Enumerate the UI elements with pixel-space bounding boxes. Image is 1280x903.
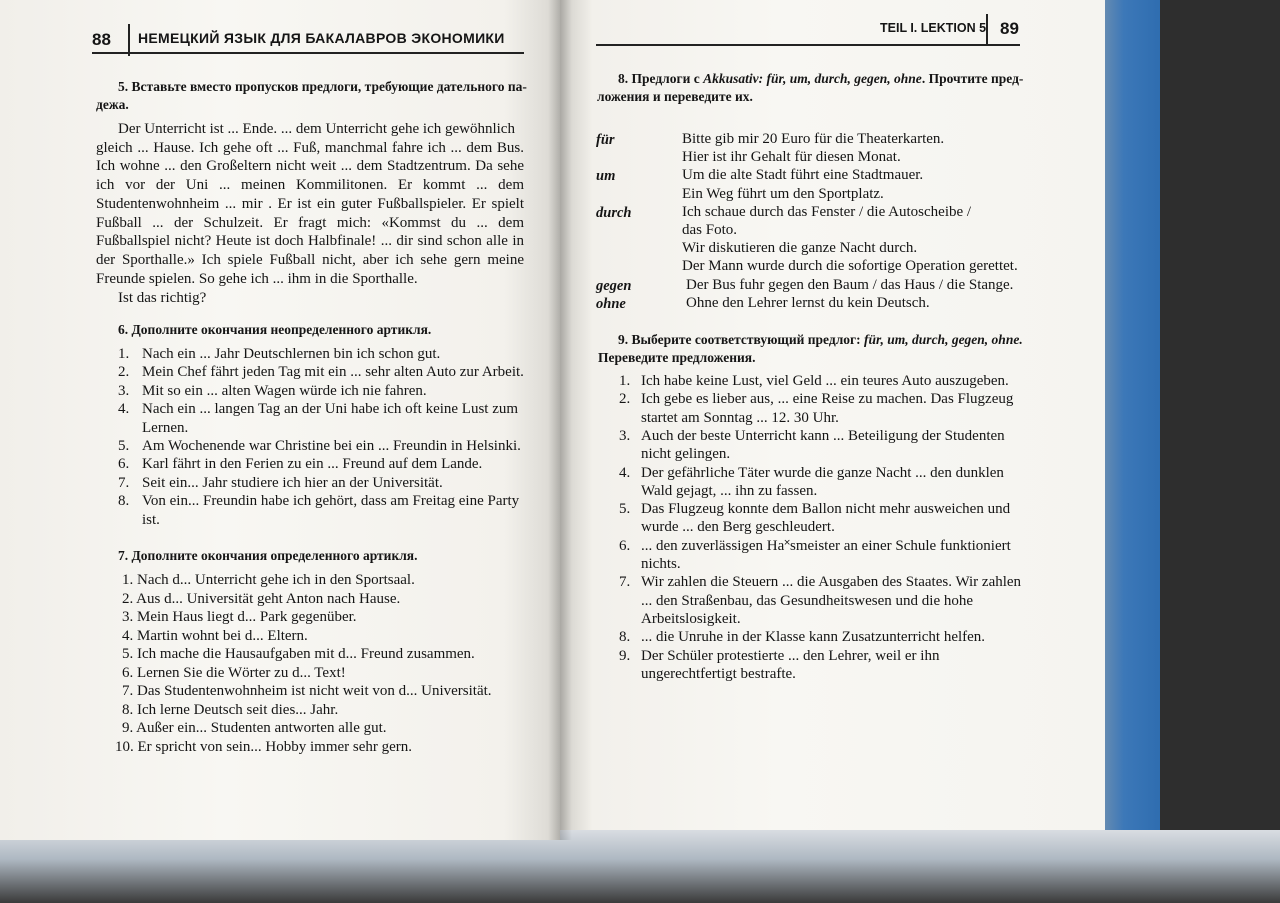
- exercise-9-item-number: 2.: [619, 391, 631, 408]
- exercise-5-text-line: ich vor der Uni ... meinen Kommilitonen. Er kommt ... dem: [96, 177, 524, 194]
- preposition-label: für: [596, 132, 615, 148]
- exercise-6-item-text: Seit ein... Jahr studiere ich hier an der Universität.: [142, 474, 443, 491]
- exercise-6-item-text: Lernen.: [142, 419, 189, 436]
- header-rule: [596, 44, 1020, 46]
- exercise-5-text-line: Studentenwohnheim ... mir . Er ist ein guter Fußballspieler. Er spielt: [96, 195, 524, 212]
- exercise-8-title-part: . Прочтите пред-: [921, 71, 1024, 86]
- exercise-5-text-line: Fußballspiel nicht? Heute ist doch Halbfinale! ... dir sind schon alle in: [96, 233, 524, 250]
- scan-background-right: [1150, 0, 1280, 903]
- header-rule: [92, 52, 524, 54]
- exercise-8-title-part: Akkusativ: für, um, durch, gegen, ohne: [703, 71, 922, 86]
- exercise-6-item-number: 6.: [118, 456, 130, 473]
- exercise-5-text-line: Freunde spielen. So gehe ich ... ihm in die Sporthalle.: [96, 270, 418, 287]
- exercise-7-item: 7. Das Studentenwohnheim ist nicht weit von d... Universität.: [122, 683, 492, 699]
- exercise-8-sentence: Ohne den Lehrer lernst du kein Deutsch.: [686, 294, 930, 311]
- exercise-7-title: 7. Дополните окончания определенного артикля.: [118, 548, 418, 563]
- exercise-5-text-line: Fußball ... der Schulzeit. Er fragt mich: «Kommst du ... dem: [96, 214, 524, 231]
- exercise-5-text-line: Der Unterricht ist ... Ende. ... dem Unterricht gehe ich gewöhnlich: [118, 121, 515, 137]
- exercise-6-item-number: 1.: [118, 346, 130, 362]
- exercise-9-item-text: Auch der beste Unterricht kann ... Beteiligung der Studenten: [641, 427, 1005, 444]
- exercise-8-sentence: das Foto.: [682, 222, 738, 238]
- exercise-9-item-text: ... den Straßenbau, das Gesundheitswesen und die hohe: [641, 592, 974, 609]
- book-spine-shadow: [548, 0, 572, 840]
- exercise-5-text-line: gleich ... Hause. Ich gehe oft ... Fuß, manchmal fahre ich ... dem Bus.: [96, 139, 524, 156]
- exercise-9-item-text: ... den zuverlässigen Ha˟smeister an einer Schule funktioniert: [641, 537, 1011, 554]
- exercise-6-item-text: Am Wochenende war Christine bei ein ... Freundin in Helsinki.: [142, 438, 521, 454]
- exercise-9-item-text: Der Schüler protestierte ... den Lehrer, weil er ihn: [641, 647, 940, 664]
- exercise-9-item-text: Der gefährliche Täter wurde die ganze Nacht ... den dunklen: [641, 464, 1004, 481]
- exercise-6-item-text: Nach ein ... langen Tag an der Uni habe ich oft keine Lust zum: [142, 401, 519, 418]
- exercise-8-sentence: Wir diskutieren die ganze Nacht durch.: [682, 240, 918, 257]
- exercise-8-sentence: Bitte gib mir 20 Euro für die Theaterkarten.: [682, 131, 945, 147]
- exercise-8-sentence: Der Bus fuhr gegen den Baum / das Haus / die Stange.: [686, 276, 1014, 293]
- exercise-6-item-text: Mit so ein ... alten Wagen würde ich nie fahren.: [142, 382, 427, 399]
- exercise-9-item-number: 9.: [619, 647, 631, 664]
- exercise-9-item-number: 1.: [619, 373, 631, 389]
- exercise-9-title-part: für, um, durch, gegen, ohne.: [864, 332, 1023, 347]
- exercise-6-title: 6. Дополните окончания неопределенного артикля.: [118, 322, 432, 337]
- exercise-8-sentence: Der Mann wurde durch die sofortige Operation gerettet.: [682, 258, 1018, 275]
- exercise-8-sentence: Ein Weg führt um den Sportplatz.: [682, 185, 884, 202]
- exercise-9-item-number: 7.: [619, 574, 631, 591]
- exercise-9-item-number: 3.: [619, 427, 631, 444]
- exercise-6-item-text: Von ein... Freundin habe ich gehört, dass am Freitag eine Party: [142, 493, 520, 510]
- right-running-head: TEIL I. LEKTION 5: [880, 21, 987, 35]
- exercise-9-item-text: Wir zahlen die Steuern ... die Ausgaben des Staates. Wir zahlen: [641, 574, 1022, 591]
- exercise-7-item: 3. Mein Haus liegt d... Park gegenüber.: [122, 609, 357, 625]
- exercise-8-sentence: Hier ist ihr Gehalt für diesen Monat.: [682, 149, 901, 166]
- exercise-6-item-text: ist.: [142, 511, 160, 528]
- exercise-6-item-number: 5.: [118, 438, 130, 454]
- exercise-9-item-text: nichts.: [641, 556, 681, 572]
- exercise-5-text-line: Ist das richtig?: [118, 289, 207, 306]
- exercise-9-item-text: wurde ... den Berg geschleudert.: [641, 519, 835, 536]
- exercise-5-text-line: der Sporthalle.» Ich spiele Fußball nicht, aber ich sehe gern meine: [96, 251, 524, 268]
- exercise-8-sentence: Um die alte Stadt führt eine Stadtmauer.: [682, 167, 924, 184]
- exercise-9-item-number: 5.: [619, 501, 631, 518]
- exercise-7-item: 8. Ich lerne Deutsch seit dies... Jahr.: [122, 701, 339, 718]
- exercise-6-item-number: 7.: [118, 474, 130, 491]
- left-running-head: НЕМЕЦКИЙ ЯЗЫК ДЛЯ БАКАЛАВРОВ ЭКОНОМИКИ: [138, 30, 505, 46]
- book-cover-edge: [1100, 0, 1160, 903]
- exercise-9-item-text: ... die Unruhe in der Klasse kann Zusatzunterricht helfen.: [641, 629, 986, 646]
- exercise-9-item-text: Ich habe keine Lust, viel Geld ... ein teures Auto auszugeben.: [641, 373, 1009, 389]
- exercise-6-item-text: Karl fährt in den Ferien zu ein ... Freund auf dem Lande.: [142, 456, 483, 473]
- exercise-8-title: [618, 70, 1028, 88]
- exercise-8-sentence: Ich schaue durch das Fenster / die Autoscheibe /: [682, 203, 972, 220]
- exercise-7-item: 2. Aus d... Universität geht Anton nach Hause.: [122, 590, 401, 607]
- exercise-5-text-line: Ich wohne ... den Großeltern nicht weit ... dem Stadtzentrum. Da sehe: [96, 158, 524, 175]
- exercise-6-item-number: 4.: [118, 401, 130, 418]
- exercise-7-item: 10. Er spricht von sein... Hobby immer sehr gern.: [115, 738, 413, 755]
- preposition-label: gegen: [596, 277, 632, 294]
- exercise-9-item-number: 8.: [619, 629, 631, 646]
- exercise-7-item: 4. Martin wohnt bei d... Eltern.: [122, 627, 308, 644]
- exercise-9-item-text: Ich gebe es lieber aus, ... eine Reise zu machen. Das Flugzeug: [641, 391, 1014, 408]
- exercise-9-item-text: startet am Sonntag ... 12. 30 Uhr.: [641, 409, 839, 426]
- exercise-5-title: дежа.: [96, 97, 129, 112]
- exercise-9-item-number: 4.: [619, 464, 631, 481]
- exercise-6-item-number: 8.: [118, 493, 130, 510]
- exercise-7-item: 1. Nach d... Unterricht gehe ich in den Sportsaal.: [122, 572, 415, 588]
- exercise-9-item-number: 6.: [619, 537, 631, 554]
- exercise-7-item: 9. Außer ein... Studenten antworten alle gut.: [122, 720, 387, 736]
- exercise-6-item-number: 3.: [118, 382, 130, 399]
- exercise-5-title: 5. Вставьте вместо пропусков предлоги, требующие дательного па-: [118, 79, 527, 94]
- exercise-9-item-text: ungerechtfertigt bestrafte.: [641, 665, 796, 682]
- left-page-number: 88: [92, 30, 111, 49]
- book-bottom-edge: [0, 830, 1280, 903]
- exercise-9-title-part: 9. Выберите соответствующий предлог:: [618, 332, 865, 347]
- exercise-7-item: 6. Lernen Sie die Wörter zu d... Text!: [122, 664, 346, 681]
- exercise-9-item-text: nicht gelingen.: [641, 446, 731, 463]
- exercise-7-item: 5. Ich mache die Hausaufgaben mit d... Freund zusammen.: [122, 646, 475, 662]
- exercise-6-item-number: 2.: [118, 364, 130, 381]
- exercise-9-item-text: Das Flugzeug konnte dem Ballon nicht mehr ausweichen und: [641, 501, 1011, 518]
- preposition-label: um: [596, 168, 616, 185]
- exercise-9-item-text: Wald gejagt, ... ihn zu fassen.: [641, 482, 818, 499]
- preposition-label: ohne: [596, 295, 626, 312]
- header-divider: [986, 14, 988, 46]
- exercise-8-title: ложения и переведите их.: [597, 89, 753, 104]
- exercise-6-item-text: Nach ein ... Jahr Deutschlernen bin ich schon gut.: [142, 346, 441, 362]
- exercise-6-item-text: Mein Chef fährt jeden Tag mit ein ... sehr alten Auto zur Arbeit.: [142, 364, 524, 381]
- exercise-8-title-part: 8. Предлоги с: [618, 71, 704, 86]
- exercise-9-title: [618, 331, 1028, 349]
- preposition-label: durch: [596, 204, 632, 221]
- exercise-9-item-text: Arbeitslosigkeit.: [641, 610, 741, 627]
- right-page-number: 89: [1000, 19, 1019, 38]
- exercise-9-title: Переведите предложения.: [598, 350, 756, 365]
